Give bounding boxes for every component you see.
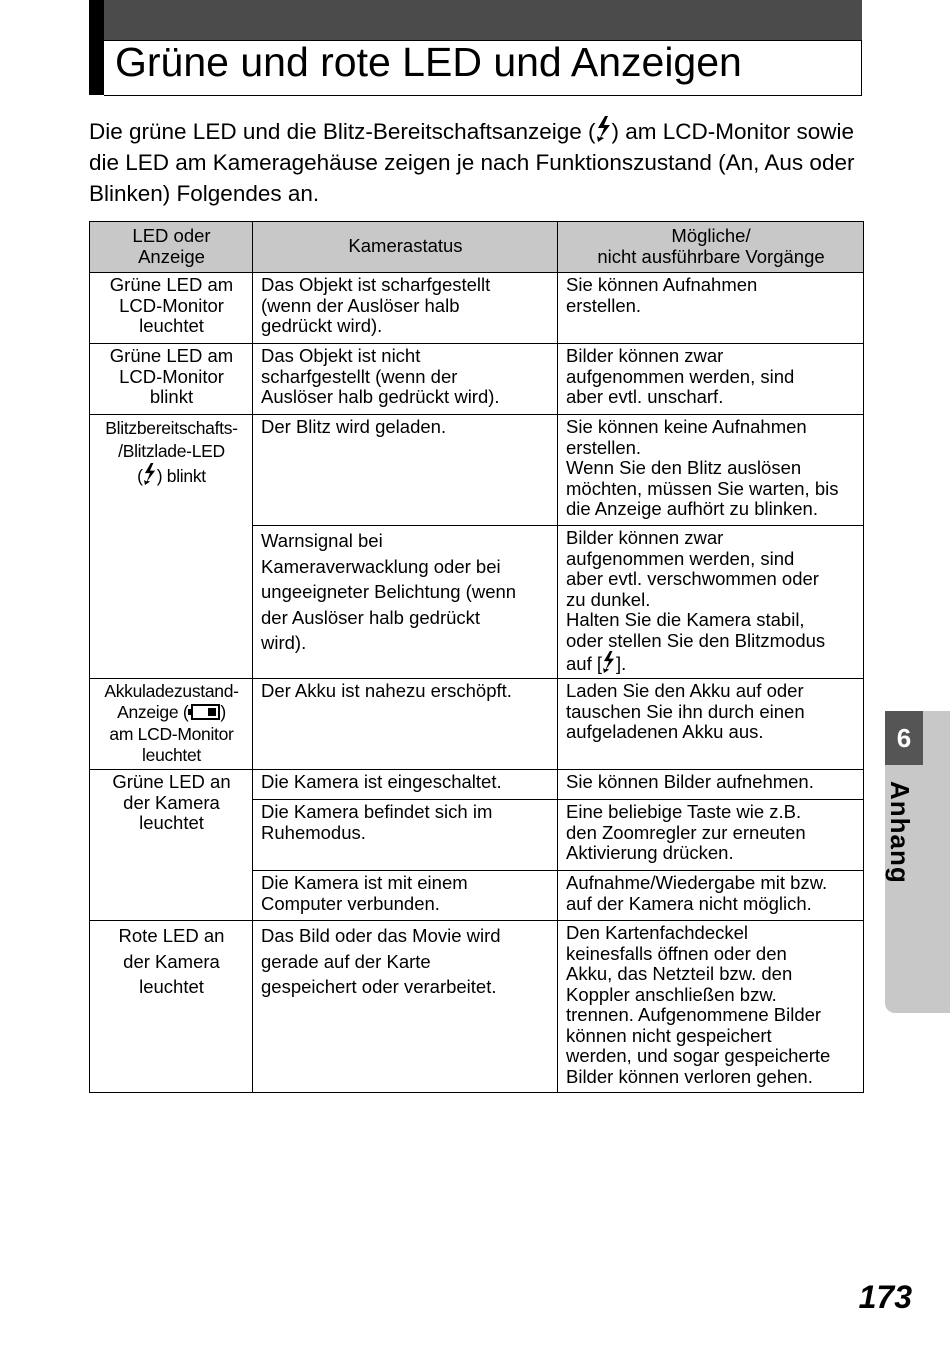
intro-text-1: Die grüne LED und die Blitz-Bereitschaftsanzeige ( [89, 119, 596, 144]
action-cell: Den Kartenfachdeckel keinesfalls öffnen oder den Akku, das Netzteil bzw. den Koppler anschließen bzw. trennen. Aufgenommene Bilder können nicht gespeichert werden, und sogar gespeicherte Bilder können verloren gehen. [558, 921, 864, 1093]
indicator-text-post: ) am LCD-Monitor leuchtet [109, 701, 234, 765]
action-cell: Eine beliebige Taste wie z.B. den Zoomregler zur erneuten Aktivierung drücken. [558, 800, 864, 871]
header-status: Kamerastatus [253, 222, 558, 273]
page-number: 173 [858, 1279, 912, 1315]
table-row [90, 921, 864, 1093]
indicator-cell: Rote LED an der Kamera leuchtet [90, 921, 253, 1093]
table-row [90, 344, 864, 415]
action-cell: Laden Sie den Akku auf oder tauschen Sie ihn durch einen aufgeladenen Akku aus. [558, 679, 864, 770]
indicator-cell: Grüne LED am LCD-Monitor blinkt [90, 344, 253, 415]
table-header-row [90, 222, 864, 273]
indicator-cell: Grüne LED an der Kamera leuchtet [90, 770, 253, 921]
led-status-table [89, 221, 864, 1093]
table-row [90, 770, 864, 800]
flash-icon [596, 116, 612, 142]
indicator-cell [90, 415, 253, 679]
indicator-text-pre: Akkuladezustand- Anzeige ( [104, 681, 239, 722]
chapter-tab [885, 711, 950, 1013]
table-row [90, 415, 864, 526]
action-cell: Aufnahme/Wiedergabe mit bzw. auf der Kamera nicht möglich. [558, 871, 864, 921]
status-cell: Warnsignal bei Kameraverwacklung oder bei ungeeigneter Belichtung (wenn der Auslöser halb gedrückt wird). [253, 526, 558, 679]
title-top-bar [89, 0, 862, 40]
status-cell: Die Kamera ist mit einem Computer verbunden. [253, 871, 558, 921]
title-side-bar [89, 0, 104, 95]
table-row [90, 679, 864, 770]
intro-text-2: ) am LCD-Monitor sowie die LED am Kameragehäuse zeigen je nach Funktionszustand (An, Aus oder Blinken) Folgendes an. [89, 119, 855, 206]
chapter-label: Anhang [885, 781, 915, 884]
chapter-number: 6 [885, 711, 923, 765]
action-cell: Sie können Aufnahmen erstellen. [558, 273, 864, 344]
indicator-cell: Grüne LED am LCD-Monitor leuchtet [90, 273, 253, 344]
title-block [89, 0, 862, 95]
action-text-pre: Bilder können zwar aufgenommen werden, sind aber evtl. verschwommen oder zu dunkel. Halten Sie die Kamera stabil, oder stellen Sie den Blitzmodus auf [ [566, 527, 826, 674]
indicator-text: Blitzbereitschafts- /Blitzlade-LED [105, 418, 238, 461]
indicator-text-post: ) blinkt [156, 466, 206, 486]
status-cell: Das Objekt ist nicht scharfgestellt (wenn der Auslöser halb gedrückt wird). [253, 344, 558, 415]
table-row [90, 273, 864, 344]
header-indicator: LED oder Anzeige [90, 222, 253, 273]
status-cell: Der Blitz wird geladen. [253, 415, 558, 526]
action-cell: Bilder können zwar aufgenommen werden, sind aber evtl. unscharf. [558, 344, 864, 415]
indicator-text-pre: ( [137, 466, 143, 486]
action-cell: Sie können Bilder aufnehmen. [558, 770, 864, 800]
indicator-cell [90, 679, 253, 770]
status-cell: Die Kamera befindet sich im Ruhemodus. [253, 800, 558, 871]
battery-low-icon [188, 704, 220, 725]
status-cell: Das Bild oder das Movie wird gerade auf der Karte gespeichert oder verarbeitet. [253, 921, 558, 1093]
page-title: Grüne und rote LED und Anzeigen [115, 39, 742, 85]
action-text-post: ]. [616, 653, 627, 674]
action-cell: Sie können keine Aufnahmen erstellen. Wenn Sie den Blitz auslösen möchten, müssen Sie warten, bis die Anzeige aufhört zu blinken. [558, 415, 864, 526]
status-cell: Das Objekt ist scharfgestellt (wenn der Auslöser halb gedrückt wird). [253, 273, 558, 344]
header-actions: Mögliche/ nicht ausführbare Vorgänge [558, 222, 864, 273]
intro-paragraph [89, 116, 879, 209]
flash-icon [602, 651, 616, 673]
flash-icon [143, 463, 157, 485]
status-cell: Der Akku ist nahezu erschöpft. [253, 679, 558, 770]
action-cell [558, 526, 864, 679]
status-cell: Die Kamera ist eingeschaltet. [253, 770, 558, 800]
